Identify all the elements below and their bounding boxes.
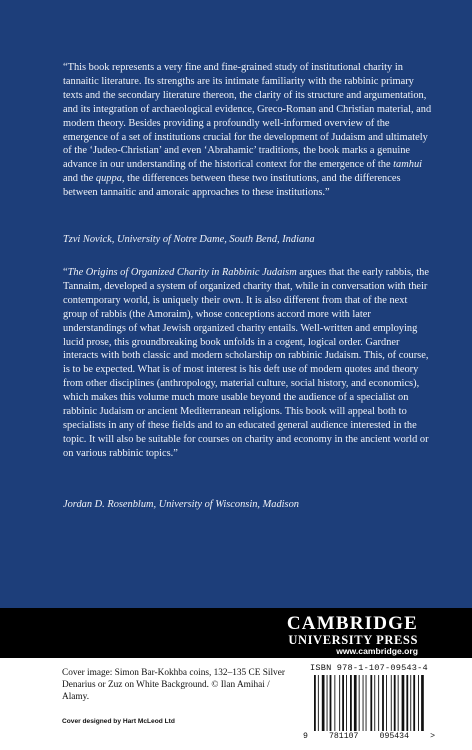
barcode-icon (312, 675, 428, 733)
publisher-url[interactable]: www.cambridge.org (336, 646, 418, 656)
cover-designer-credit: Cover designed by Hart McLeod Ltd (62, 718, 175, 725)
barcode-digit-arrow: > (430, 732, 435, 741)
publisher-press: UNIVERSITY PRESS (288, 633, 418, 647)
review-quote-2: “The Origins of Organized Charity in Rabbinic Judaism argues that the early rabbis, the Tannaim, developed a system of organized charity that, while in conversation with their contemporary world, is uniquely their own. It is also different from that of the next group of rabbis (the Amoraim), whose conceptions accord more with later understandings of what Jewish organized charity entails. Well-written and employing lucid prose, this groundbreaking book unfolds in a cogent, logical order. Gardner interacts with both classic and modern scholarship on rabbinic Judaism. This, of course, is to be expected. What is of most interest is his deft use of modern quotes and theory from other disciplines (anthropology, material culture, social history, and economics), which makes this volume much more usable beyond the audience of a specialist on rabbinic Judaism or ancient Mediterranean religions. This book will appeal both to specialists in any of these fields and to an educated general audience interested in the topic. It will also be suitable for courses on charity and economy in the ancient world or on various rabbinic topics.” (63, 267, 429, 459)
isbn-label: ISBN 978-1-107-09543-4 (310, 663, 428, 673)
review-attribution-2: Jordan D. Rosenblum, University of Wisconsin, Madison (63, 499, 299, 510)
cover-image-credit: Cover image: Simon Bar-Kokhba coins, 132–135 CE Silver Denarius or Zuz on White Background. © Ilan Amihai / Alamy. (62, 668, 285, 703)
barcode-digits-left: 781107 (328, 732, 359, 741)
barcode-digits-right: 095434 (379, 732, 410, 741)
review-attribution-1: Tzvi Novick, University of Notre Dame, South Bend, Indiana (63, 234, 315, 245)
publisher-name: CAMBRIDGE (286, 613, 418, 634)
barcode-digits (303, 732, 435, 741)
barcode-digit-lead: 9 (303, 732, 308, 741)
review-quote-1: “This book represents a very fine and fine-grained study of institutional charity in tannaitic literature. Its strengths are its intimate familiarity with the rabbinic primary texts and the secondary literature thereon, the clarity of its structure and argumentation, and its integration of archaeological evidence, Greco-Roman and Christian material, and modern theory. Besides providing a profoundly well-informed overview of the emergence of a set of institutions crucial for the development of Judaism and ultimately of the ‘Judeo-Christian’ and even ‘Abrahamic’ traditions, the book marks a genuine advance in our understanding of the historical context for the emergence of the tamhui and the quppa, the differences between these two institutions, and the differences between tannaitic and amoraic approaches to these institutions.” (63, 62, 432, 199)
